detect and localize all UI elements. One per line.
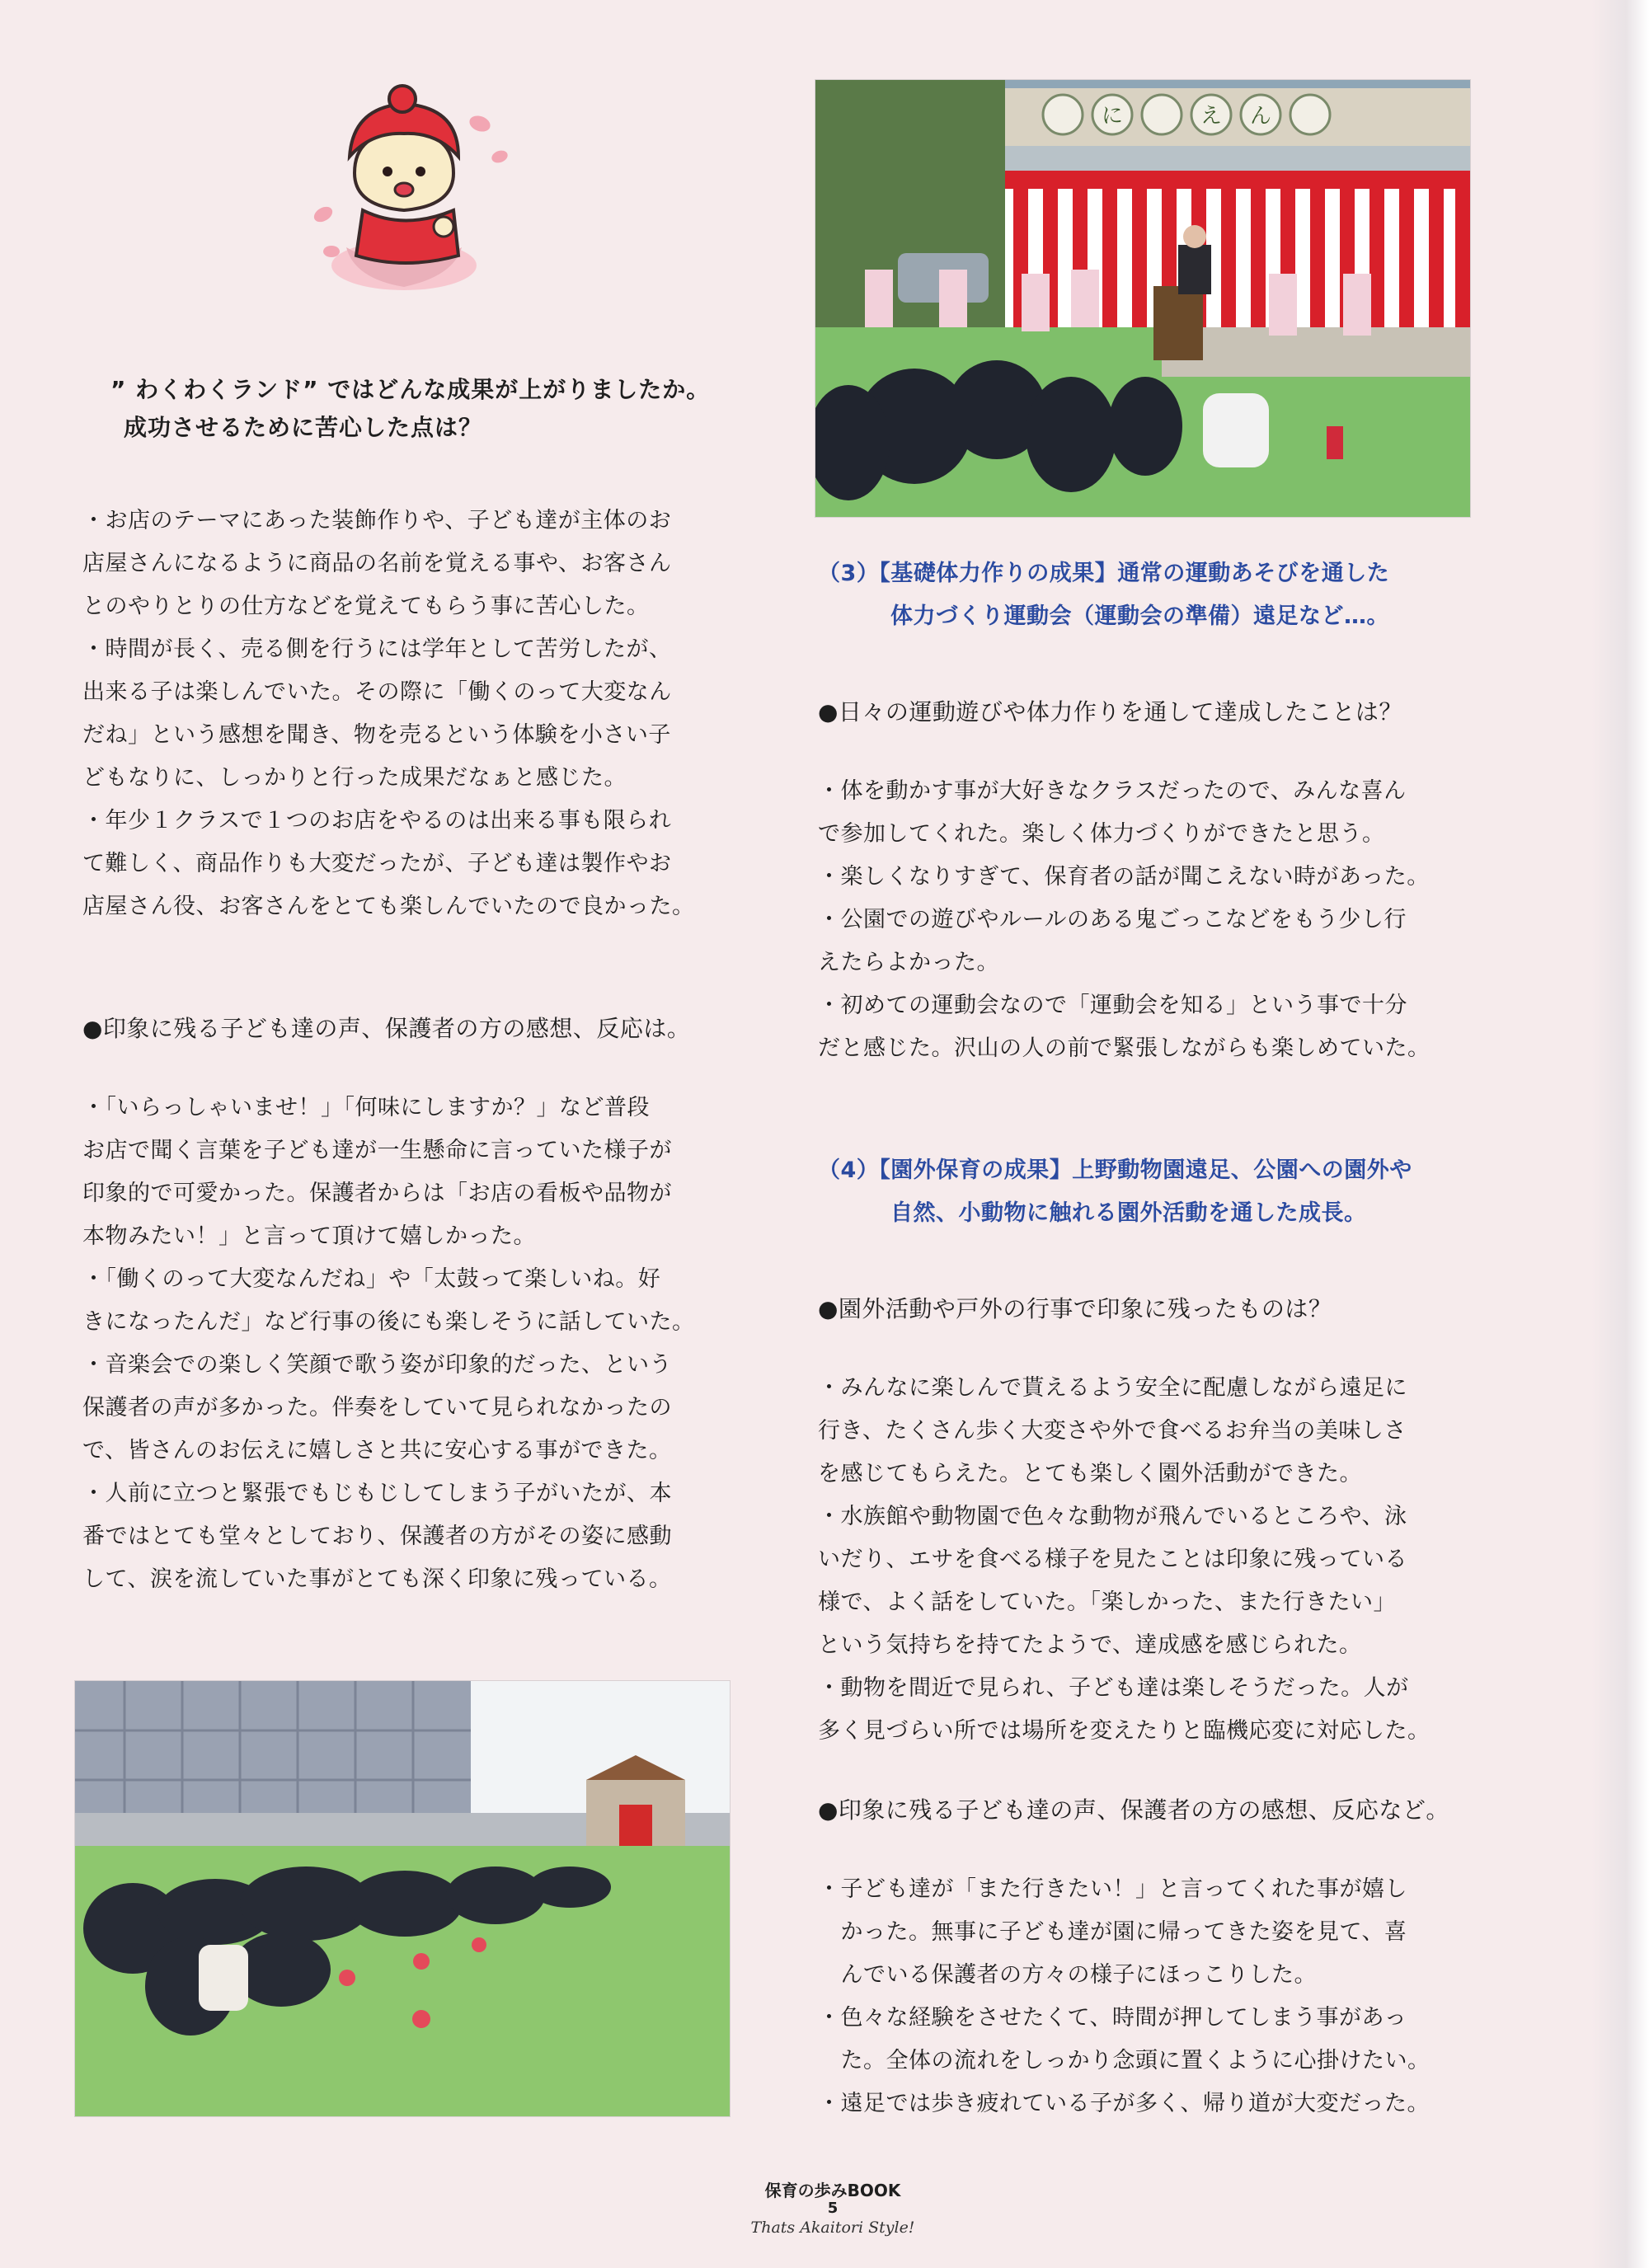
- left-column: [82, 371, 734, 1601]
- podium: [1153, 286, 1203, 360]
- page-footer: [709, 2181, 956, 2238]
- answer-outdoor-events: ・みんなに楽しんで貰えるよう安全に配慮しながら遠足に 行き、たくさん歩く大変さや外で食べるお弁当の美味しさ を感じてもらえた。とても楽しく園外活動ができた。 ・水族館や動物園で色々な動物が飛んでいるところや、泳 いだり、エサを食べる様子を見たことは印象に残っている 様で、よく話をしていた。「楽しかった、また行きたい」 という気持ちを持てたようで、達成感を感じられた。 ・動物を間近で見られ、子ども達は楽しそうだった。人が 多く見づらい所では場所を変えたりと臨機応変に対応した。: [818, 1375, 1431, 1744]
- section-3-title: [818, 552, 1494, 638]
- section-4-title: [818, 1149, 1494, 1235]
- right-column: [818, 552, 1494, 2125]
- footer-tagline: Thats Akaitori Style!: [750, 2219, 915, 2237]
- mascot-illustration: [297, 74, 528, 305]
- building: [75, 1681, 471, 1821]
- stage-letter: え: [1200, 104, 1223, 129]
- answer-daily-activities: ・体を動かす事が大好きなクラスだったので、みんな喜ん で参加してくれた。楽しく体力づくりができたと思う。 ・楽しくなりすぎて、保育者の話が聞こえない時があった。 ・公園での遊びやルールのある鬼ごっこなどをもう少し行 えたらよかった。 ・初めての運動会なので「運動会を知る」という事で十分 だと感じた。沢山の人の前で緊張しながらも楽しめていた。: [818, 778, 1431, 1061]
- heading-daily-activities: ●日々の運動遊びや体力作りを通して達成したことは？: [818, 698, 1402, 725]
- outdoor-ceremony-photo: [74, 1680, 731, 2117]
- page-number: 5: [827, 2200, 839, 2217]
- section-4-line-2: 自然、小動物に触れる園外活動を通した成長。: [890, 1200, 1367, 1226]
- answer-impressions: ・「いらっしゃいませ！」「何味にしますか？」など普段 お店で聞く言葉を子ども達が一生懸命に言っていた様子が 印象的で可愛かった。保護者からは「お店の看板や品物が 本物みたい！」と言って頂けて嬉しかった。 ・「働くのって大変なんだね」や「太鼓って楽しいね。好 きになったんだ」など行事の後にも楽しそうに話していた。 ・音楽会での楽しく笑顔で歌う姿が印象的だった、という 保護者の声が多かった。伴奏をしていて見られなかったの で、皆さんのお伝えに嬉しさと共に安心する事ができた。 ・人前に立つと緊張でもじもじしてしまう子がいたが、本 番ではとても堂々としており、保護者の方がその姿に感動 して、涙を流していた事がとても深く印象に残っている。: [82, 1095, 695, 1592]
- question-line-1: ” わくわくランド” ではどんな成果が上がりましたか。: [110, 376, 711, 403]
- heading-outdoor-impressions: ●印象に残る子ども達の声、保護者の方の感想、反応など。: [818, 1796, 1449, 1824]
- answer-difficulties: ・お店のテーマにあった装飾作りや、子ども達が主体のお 店屋さんになるように商品の名前を覚える事や、お客さん とのやりとりの仕方などを覚えてもらう事に苦心した。 ・時間が長く、売る側を行うには学年として苦労したが、 出来る子は楽しんでいた。その際に「働くのって大変なん だね」という感想を聞き、物を売るという体験を小さい子 どもなりに、しっかりと行った成果だなぁと感じた。 ・年少１クラスで１つのお店をやるのは出来る事も限られ て難しく、商品作りも大変だったが、子ども達は製作やお 店屋さん役、お客さんをとても楽しんでいたので良かった。: [82, 508, 695, 919]
- stage-letter: に: [1101, 104, 1124, 129]
- stage-letter: ん: [1249, 104, 1272, 129]
- section-3-line-1: （3）【基礎体力作りの成果】通常の運動あそびを通した: [818, 561, 1390, 586]
- question-line-2: 成功させるために苦心した点は？: [124, 414, 483, 441]
- main-question: [110, 371, 734, 447]
- heading-impressions: ●印象に残る子ども達の声、保護者の方の感想、反応は。: [82, 1015, 691, 1042]
- heading-outdoor-events: ●園外活動や戸外の行事で印象に残ったものは？: [818, 1295, 1332, 1322]
- section-3-line-2: 体力づくり運動会（運動会の準備）遠足など…。: [890, 603, 1389, 629]
- answer-outdoor-impressions: ・子ども達が「また行きたい！」と言ってくれた事が嬉し かった。無事に子ども達が園に帰ってきた姿を見て、喜 んでいる保護者の方々の様子にほっこりした。 ・色々な経験をさせたくて、時間が押してしまう事があっ た。全体の流れをしっかり念頭に置くように心掛けたい。 ・遠足では歩き疲れている子が多く、帰り道が大変だった。: [818, 1876, 1431, 2116]
- section-4-line-1: （4）【園外保育の成果】上野動物園遠足、公園への園外や: [818, 1157, 1412, 1183]
- page-edge: [1591, 0, 1649, 2268]
- footer-title: 保育の歩みBOOK: [764, 2181, 901, 2200]
- ceremony-stage-photo: [815, 79, 1471, 518]
